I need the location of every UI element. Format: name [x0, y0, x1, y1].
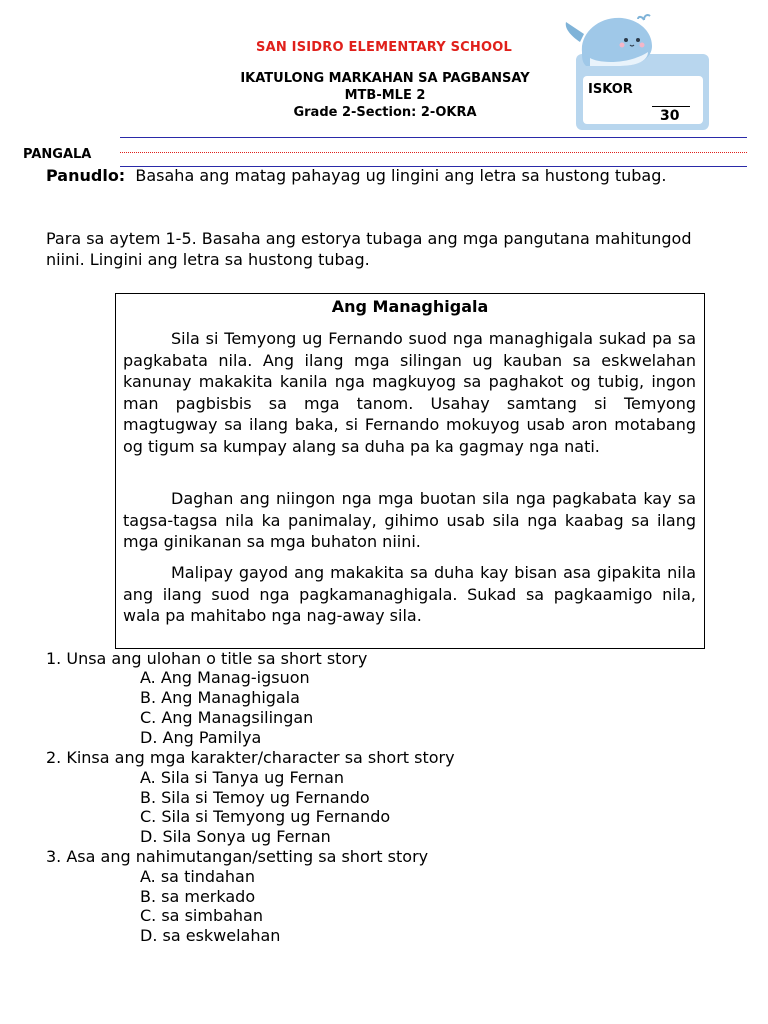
- question-1: 1. Unsa ang ulohan o title sa short story: [46, 649, 368, 668]
- story-title: Ang Managhigala: [331, 297, 489, 316]
- divider-top: [120, 137, 747, 138]
- option-3b[interactable]: B. sa merkado: [140, 887, 256, 906]
- score-blank: [652, 106, 690, 107]
- option-2d[interactable]: D. Sila Sonya ug Fernan: [140, 827, 331, 846]
- story-paragraph: Sila si Temyong ug Fernando suod nga managhigala sukad pa sa pagkabata nila. Ang ilang mga silingan ug kauban sa eskwelahan kanunay makakita kanila nga magkuyog sa paghakot og tubig, ingon man pagbisbis sa mga tanom. Usahay samtang si Temyong magtugway sa ilang baka, si Fernando mokuyog usab aron motabang og tigum sa kumpay alang sa duha pa ka gagmay nga nati.: [123, 329, 696, 456]
- option-1c[interactable]: C. Ang Managsilingan: [140, 708, 314, 727]
- question-3: 3. Asa ang nahimutangan/setting sa short story: [46, 847, 429, 866]
- instructions: [46, 165, 716, 186]
- exam-title: IKATULONG MARKAHAN SA PAGBANSAY: [240, 71, 530, 86]
- story-paragraph: Malipay gayod ang makakita sa duha kay bisan asa gipakita nila ang ilang suod nga pagkamanaghigala. Sukad sa pagkaamigo nila, wala pa mahitabo nga nag-away sila.: [123, 563, 696, 625]
- name-label: PANGALA: [23, 147, 92, 162]
- school-name: SAN ISIDRO ELEMENTARY SCHOOL: [256, 40, 512, 55]
- option-1a[interactable]: A. Ang Manag-igsuon: [140, 668, 310, 687]
- story-paragraph: Daghan ang niingon nga mga buotan sila nga pagkabata kay sa tagsa-tagsa nila ka panimalay, gihimo usab sila nga kaabag sa ilang mga ginikanan sa mga buhaton niini.: [123, 489, 696, 551]
- option-2b[interactable]: B. Sila si Temoy ug Fernando: [140, 788, 370, 807]
- instructions-label: Panudlo:: [46, 166, 126, 185]
- grade-section: Grade 2-Section: 2-OKRA: [293, 105, 477, 120]
- option-3a[interactable]: A. sa tindahan: [140, 867, 255, 886]
- score-label: ISKOR: [588, 82, 633, 97]
- name-underline: [120, 152, 747, 153]
- section-intro: Para sa aytem 1-5. Basaha ang estorya tubaga ang mga pangutana mahitungod niini. Lingini ang letra sa hustong tubag.: [46, 229, 692, 269]
- option-3d[interactable]: D. sa eskwelahan: [140, 926, 281, 945]
- whale-icon: [560, 12, 660, 68]
- option-1b[interactable]: B. Ang Managhigala: [140, 688, 300, 707]
- option-2c[interactable]: C. Sila si Temyong ug Fernando: [140, 807, 391, 826]
- question-2: 2. Kinsa ang mga karakter/character sa short story: [46, 748, 455, 767]
- option-1d[interactable]: D. Ang Pamilya: [140, 728, 262, 747]
- score-total: 30: [660, 108, 680, 124]
- option-3c[interactable]: C. sa simbahan: [140, 906, 263, 925]
- option-2a[interactable]: A. Sila si Tanya ug Fernan: [140, 768, 345, 787]
- subject-title: MTB-MLE 2: [344, 88, 426, 103]
- instructions-text: Basaha ang matag pahayag ug lingini ang letra sa hustong tubag.: [135, 166, 667, 185]
